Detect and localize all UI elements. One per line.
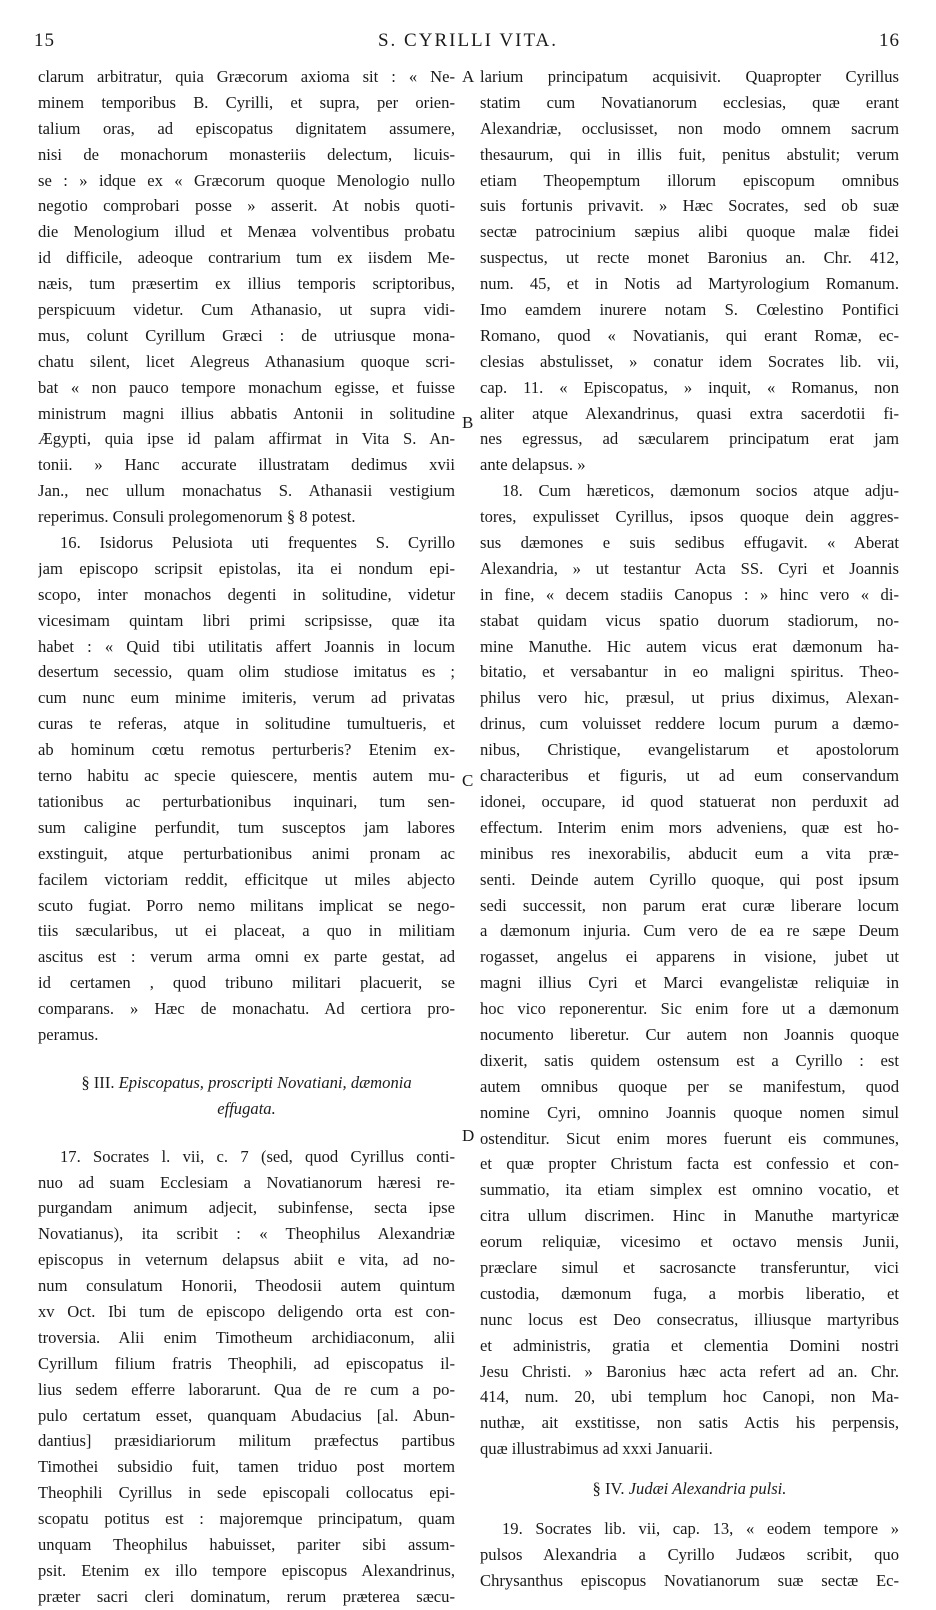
text-line: talium oras, ad episcopatus dignitatem assumere, — [38, 118, 455, 138]
text-line: facilem victoriam reddit, efficitque ut miles abjecto — [38, 869, 455, 889]
text-line: suis fortunis privavit. » Hæc Socrates, sed ob suæ — [480, 196, 899, 216]
text-line: se : » idque ex « Græcorum quoque Menologio nullo — [38, 170, 455, 190]
text-line: clarum arbitratur, quia Græcorum axioma sit : « Ne- — [38, 67, 455, 86]
text-line: 17. Socrates l. vii, c. 7 (sed, quod Cyrillus conti- — [60, 1146, 455, 1166]
text-line: scuto fugiat. Porro nemo militans implicat se nego- — [38, 895, 455, 915]
text-line: idonei, occupare, id quod statuerat non perduxit ad — [480, 791, 899, 811]
text-line: ante delapsus. » — [480, 455, 586, 475]
text-line: et administris, gratia et clementia Domini nostri — [480, 1335, 899, 1355]
margin-letter-a: A — [462, 67, 475, 86]
section-number: § IV. — [592, 1479, 625, 1499]
text-line: 18. Cum hæreticos, dæmonum socios atque adju- — [502, 481, 899, 501]
text-line: nomine Cyri, omnino Joannis quoque nomen simul — [480, 1102, 899, 1122]
text-line: etiam Theopemptum illorum episcopum omnibus — [480, 170, 899, 190]
text-line: et quæ propter Christum facta est confessio et con- — [480, 1154, 899, 1174]
text-line: cap. 11. « Episcopatus, » inquit, « Romanus, non — [480, 377, 899, 397]
section-title-line: effugata. — [217, 1098, 276, 1118]
text-line: Jan., nec ullum monachatus S. Athanasii vestigium — [38, 481, 455, 501]
text-line: Alexandriæ, occlusisset, non modo omnem sacrum — [480, 118, 899, 138]
text-line: dantius] præsidiariorum militum præfectus partibus — [38, 1431, 455, 1451]
page-number-right: 16 — [879, 30, 900, 51]
text-line: scopo, inter monachos degenti in solitudine, videtur — [38, 584, 455, 604]
text-line: lius sedem efferre laborarunt. Qua de re cum a po- — [38, 1379, 455, 1399]
text-line: Cyrillum filium fratris Theophili, ad episcopatus il- — [38, 1353, 455, 1373]
text-line: statim cum Novatianorum ecclesias, quæ erant — [480, 92, 899, 112]
text-line: thesaurum, qui in illis fuit, penitus abstulit; verum — [480, 144, 899, 164]
text-line: num consulatum Honorii, Theodosii autem quintum — [38, 1276, 455, 1296]
text-line: purgandam animum adjecit, subinfense, secta ipse — [38, 1198, 455, 1218]
text-line: Alexandria, » ut testantur Acta SS. Cyri et Joannis — [480, 558, 899, 578]
text-line: tiis sæcularibus, ut ei placeat, a quo in militiam — [38, 921, 455, 941]
text-line: tationibus ac perturbationibus inquinari, tum sen- — [38, 791, 455, 811]
text-line: in fine, « decem stadiis Canopus : » hinc vero « di- — [480, 584, 899, 604]
text-line: minem temporibus B. Cyrilli, et supra, per orien- — [38, 92, 455, 112]
text-line: num. 45, et in Notis ad Martyrologium Romanum. — [480, 274, 899, 294]
text-line: terno habitu ac specie quiescere, mentis autem mu- — [38, 766, 455, 786]
text-line: sus dæmones e suis sedibus effugavit. « Aberat — [480, 533, 899, 553]
text-line: Timothei subsidio fuit, tamen triduo post mortem — [38, 1457, 455, 1477]
text-line: troversia. Alii enim Timotheum archidiaconum, alii — [38, 1327, 455, 1347]
text-line: summatio, ita etiam simplex est omnino vocatio, et — [480, 1180, 899, 1200]
text-line: negotio comprobari posse » asserit. At nobis quoti- — [38, 196, 455, 216]
text-line: chatu silent, licet Alegreus Athanasium quoque scri- — [38, 351, 455, 371]
text-line: drinus, cum voluisset reddere locum purum a dæmo- — [480, 714, 899, 734]
text-line: suspectus, ut recte monet Baronius an. Chr. 412, — [480, 248, 899, 268]
section-number: § III. — [81, 1072, 115, 1092]
section-title: Judæi Alexandria pulsi. — [628, 1479, 787, 1499]
text-line: nuo ad suam Ecclesiam a Novatianorum hæresi re- — [38, 1172, 455, 1192]
text-line: aliter atque Alexandrinus, quasi extra sacerdotii fi- — [480, 403, 899, 423]
text-line: ab hominum cœtu remotus perturberis? Etenim ex- — [38, 740, 455, 760]
text-line: præter sacri cleri dominatum, rerum præterea sæcu- — [38, 1586, 455, 1606]
text-line: nibus, Christique, evangelistarum et apostolorum — [480, 740, 899, 760]
text-line: exstinguit, atque perturbationibus animi pronam ac — [38, 843, 455, 863]
text-line: Imo eamdem inurere notam S. Cœlestino Pontifici — [480, 300, 899, 320]
text-line: Ægypti, quia ipse id palam affirmat in Vita S. An- — [38, 429, 455, 449]
right-column-text-2 — [480, 1516, 899, 1594]
text-line: perspicuum videtur. Cum Athanasio, ut supra vidi- — [38, 300, 455, 320]
text-line: unquam Theophilus habuisset, pariter sibi assum- — [38, 1534, 455, 1554]
text-line: larium principatum acquisivit. Quapropter Cyrillus — [480, 67, 899, 86]
text-line: Romano, quod « Novatianis, qui erant Romæ, ec- — [480, 325, 899, 345]
text-line: ostenditur. Sicut enim mores fuerunt eis communes, — [480, 1128, 899, 1148]
left-column — [38, 64, 455, 1610]
text-line: bitatio, et versabantur in eo maligni spiritus. Theo- — [480, 662, 899, 682]
text-line: philus vero hic, præsul, ut prius diximus, Alexan- — [480, 688, 899, 708]
text-line: hoc vico reponerentur. Sic enim fore ut a dæmonum — [480, 999, 899, 1019]
text-line: episcopus in veternum delapsus abiit e vita, ad no- — [38, 1250, 455, 1270]
text-line: pulo certatum esset, quanquam Abudacius [al. Abun- — [38, 1405, 455, 1425]
running-title: S. CYRILLI VITA. — [377, 30, 558, 51]
text-line: ministrum magni illius abbatis Antonii in solitudine — [38, 403, 455, 423]
text-line: die Menologium illud et Menæa volventibus probatu — [38, 222, 455, 242]
text-line: psit. Etenim ex illo tempore episcopus Alexandrinus, — [38, 1560, 455, 1580]
section-heading-iii — [38, 1070, 455, 1096]
text-line: mus, colunt Cyrillum Græci : de utriusque mona- — [38, 325, 455, 345]
text-line: 16. Isidorus Pelusiota uti frequentes S. Cyrillo — [60, 533, 455, 553]
text-line: næis, tum præsertim ex illius temporis scriptoribus, — [38, 274, 455, 294]
text-line: quæ illustrabimus ad xxxi Januarii. — [480, 1439, 713, 1459]
text-line: comparans. » Hæc de monachatu. Ad certiora pro- — [38, 999, 455, 1019]
text-line: tores, expulisset Cyrillus, ipsos quoque dein aggres- — [480, 507, 899, 527]
right-column — [480, 64, 899, 1594]
text-line: effectum. Interim enim mors adveniens, quæ est ho- — [480, 817, 899, 837]
text-line: dixerit, satis quidem ostensum est a Cyrillo : est — [480, 1050, 899, 1070]
section-heading-iii-cont — [38, 1096, 455, 1122]
text-line: sectæ patrocinium sæpius alibi quoque malæ fidei — [480, 222, 899, 242]
text-line: curas te referas, atque in solitudine tumultueris, et — [38, 714, 455, 734]
text-line: 414, num. 20, ubi templum hoc Canopi, non Ma- — [480, 1387, 899, 1407]
margin-letter-b: B — [462, 413, 474, 432]
section-title-line: Episcopatus, proscripti Novatiani, dæmonia — [118, 1072, 412, 1092]
text-line: eorum reliquiæ, vicesimo et octavo mensis Junii, — [480, 1232, 899, 1252]
text-line: sum caligine perfundit, tum susceptos jam labores — [38, 817, 455, 837]
text-line: jam episcopo scripsit epistolas, ita ei nondum epi- — [38, 558, 455, 578]
text-line: cum nunc eum minime imiteris, verum ad privatas — [38, 688, 455, 708]
text-line: reperimus. Consuli prolegomenorum § 8 potest. — [38, 507, 356, 527]
text-line: clesias abstulisset, » conatur idem Socrates lib. vii, — [480, 351, 899, 371]
text-line: senti. Deinde autem Cyrillo quoque, qui post ipsum — [480, 869, 899, 889]
text-line: rogasset, angelus ei apparens in visione, jubet ut — [480, 947, 899, 967]
text-line: pulsos Alexandria a Cyrillo Judæos scribit, quo — [480, 1544, 899, 1564]
text-line: Jesu Christi. » Baronius hæc acta refert ad an. Chr. — [480, 1361, 899, 1381]
text-line: magni illius Cyri et Marci evangelistæ reliquiæ in — [480, 973, 899, 993]
text-line: a dæmonum injuria. Cum vero de ea re sæpe Deum — [480, 921, 899, 941]
text-line: autem omnibus quoque per se manifestum, quod — [480, 1076, 899, 1096]
text-line: ascitus est : verum arma omni ex parte gestat, ad — [38, 947, 455, 967]
text-line: nuthæ, ait exstitisse, non satis Actis his perpensis, — [480, 1413, 899, 1433]
page-number-left: 15 — [34, 30, 55, 51]
text-line: id certamen , quod tribuno militari placuerit, se — [38, 973, 455, 993]
text-line: Chrysanthus episcopus Novatianorum suæ sectæ Ec- — [480, 1570, 899, 1590]
section-heading-iv — [480, 1476, 899, 1502]
right-column-text — [480, 64, 899, 1462]
text-line: sedi successit, non parum erat curæ liberare locum — [480, 895, 899, 915]
text-line: 19. Socrates lib. vii, cap. 13, « eodem tempore » — [502, 1518, 899, 1538]
text-line: xv Oct. Ibi tum de episcopo deligendo orta est con- — [38, 1301, 455, 1321]
text-line: mine Manuthe. Hic autem vicus erat dæmonum ha- — [480, 636, 899, 656]
text-line: Novatianus), ita scribit : « Theophilus Alexandriæ — [38, 1224, 455, 1244]
text-line: scopatu potitus est : majoremque principatum, quam — [38, 1509, 455, 1529]
text-line: peramus. — [38, 1024, 99, 1044]
text-line: Theophili Cyrillus in sede episcopali collocatus epi- — [38, 1483, 455, 1503]
text-line: habet : « Quid tibi utilitatis affert Joannis in locum — [38, 636, 455, 656]
text-line: characteribus et figuris, ut ad eum conservandum — [480, 766, 899, 786]
text-line: vicesimam quintam libri primi scripsisse, quæ ita — [38, 610, 455, 630]
margin-letter-c: C — [462, 771, 474, 790]
left-column-text — [38, 64, 455, 1048]
text-line: nocumento liberetur. Cur autem non Joannis quoque — [480, 1024, 899, 1044]
text-line: id difficile, adeoque contrarium tum ex iisdem Me- — [38, 248, 455, 268]
text-line: præclare simul et sacrosancte transferuntur, vici — [480, 1257, 899, 1277]
text-line: desertum secessio, quam olim studiose imitatus es ; — [38, 662, 455, 682]
text-line: custodia, dæmonum fuga, a morbis liberatio, et — [480, 1283, 899, 1303]
text-line: nes egressus, ad sæcularem principatum erat jam — [480, 429, 899, 449]
margin-letter-d: D — [462, 1126, 475, 1145]
text-line: stabat quidam vicus spatio duorum stadiorum, no- — [480, 610, 899, 630]
text-line: minibus res inexorabilis, abducit eum a vita præ- — [480, 843, 899, 863]
text-line: bat « non pauco tempore monachum egisse, et fuisse — [38, 377, 455, 397]
text-line: nisi de monachorum monasteriis delectum, licuis- — [38, 144, 455, 164]
text-line: tonii. » Hanc accurate illustratam dedimus xvii — [38, 455, 455, 475]
text-line: citra ullum discrimen. Hinc in Manuthe martyricæ — [480, 1206, 899, 1226]
text-line: nunc locus est Deo consecratus, illiusque martyribus — [480, 1309, 899, 1329]
